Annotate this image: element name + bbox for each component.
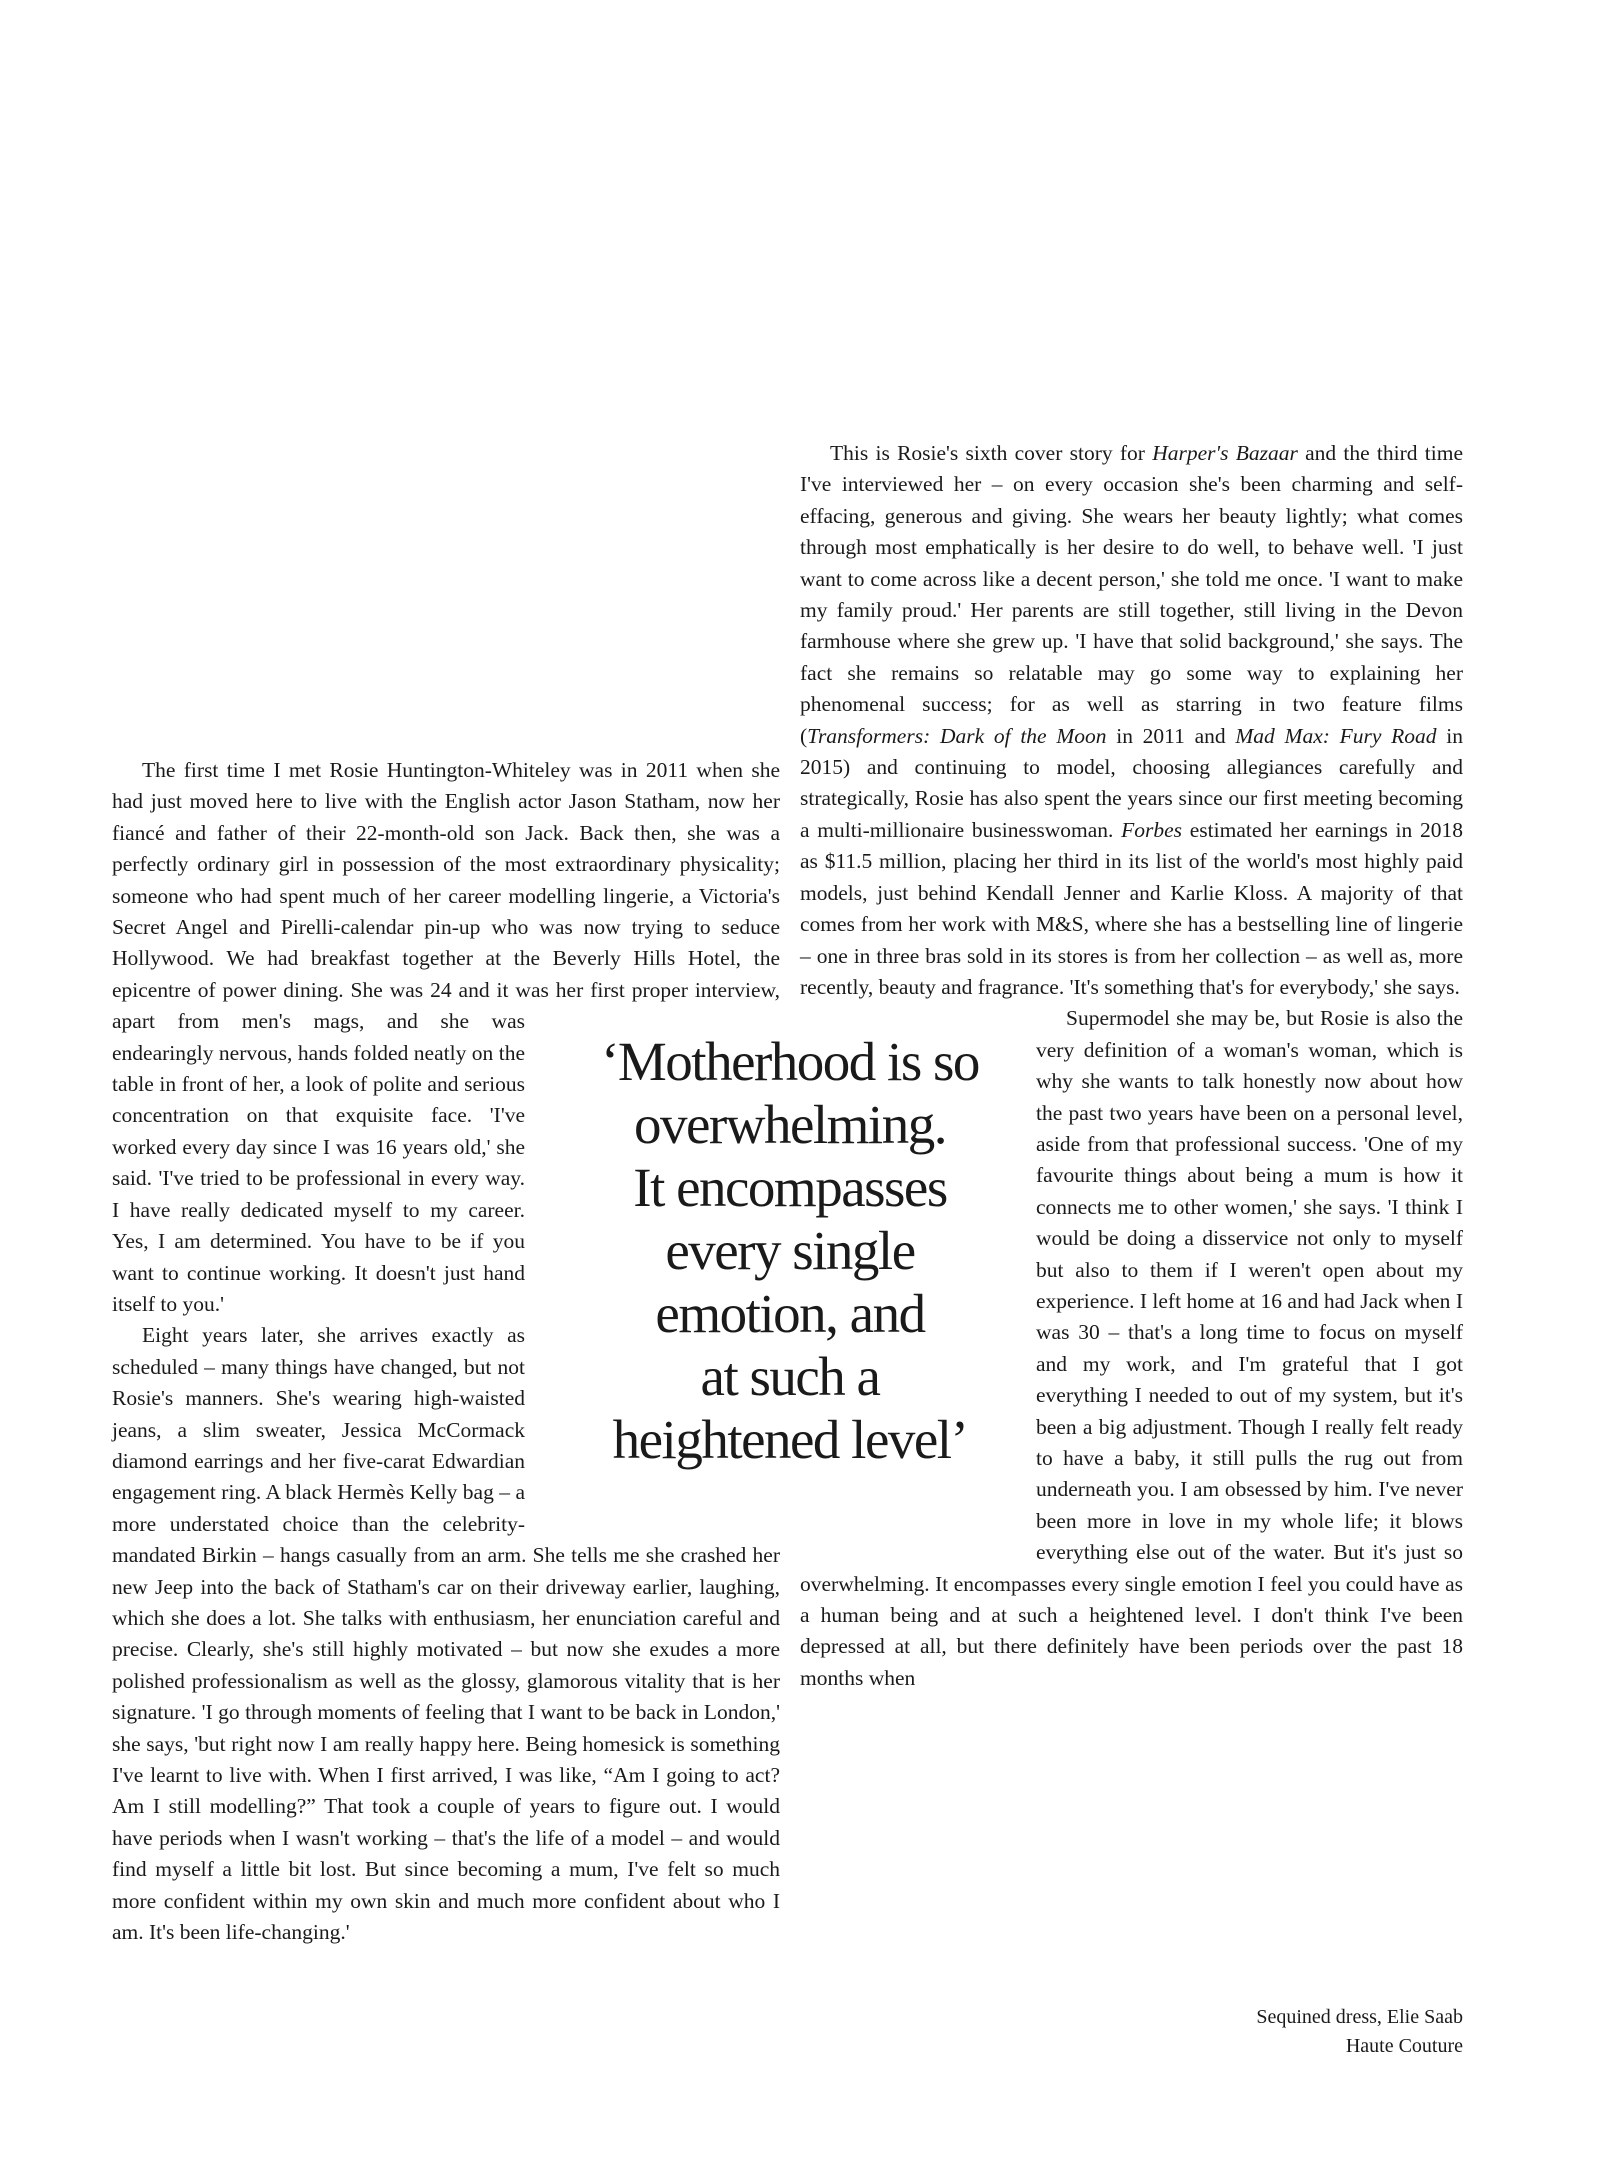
pull-quote-line: at such a <box>700 1346 880 1407</box>
paragraph: This is Rosie's sixth cover story for Harper's Bazaar and the third time I've interviewed her – on every occasion she's been charming and self-effacing, generous and giving. She wears her beauty lightly; what comes through most emphatically is her desire to do well, to behave well. 'I just want to come across like a decent person,' she told me once. 'I want to make my family proud.' Her parents are still together, still living in the Devon farmhouse where she grew up. 'I have that solid background,' she says. The fact she remains so relatable may go some way to explaining her phenomenal success; for as well as starring in two feature films (Transformers: Dark of the Moon in 2011 and Mad Max: Fury Road in 2015) and continuing to model, choosing allegiances carefully and strategically, Rosie has also spent the years since our first meeting becoming a multi-millionaire businesswoman. Forbes estimated her earnings in 2018 as $11.5 million, placing her third in its list of the world's most highly paid models, just behind Kendall Jenner and Karlie Kloss. A majority of that comes from her work with M&S, where she has a bestselling line of lingerie – one in three bras sold in its stores is from her collection – as well as, more recently, beauty and fragrance. 'It's something that's for everybody,' she says. <box>800 441 1463 999</box>
pull-quote-line: heightened level’ <box>612 1409 968 1470</box>
pull-quote <box>580 1030 1000 1471</box>
pull-quote-line: overwhelming. <box>634 1094 946 1155</box>
pull-quote-line: ‘Motherhood is so <box>601 1031 979 1092</box>
pull-quote-line: It encompasses <box>633 1157 947 1218</box>
paragraph: Eight years later, she arrives exactly as scheduled – many things have changed, but not Rosie's manners. She's wearing high-waisted jeans, a slim sweater, Jessica McCormack diamond earrings and her five-carat Edwardian engagement ring. A black Hermès Kelly bag – a more understated choice than the celebrity-mandated Birkin – hangs casually from an arm. She tells me she crashed her new Jeep into the back of Statham's car on their driveway earlier, laughing, which she does a lot. She talks with enthusiasm, her enunciation careful and precise. Clearly, she's still highly motivated – but now she exudes a more polished professionalism as well as the glossy, glamorous vitality that is her signature. 'I go through moments of feeling that I want to be back in London,' she says, 'but right now I am really happy here. Being homesick is something I've learnt to live with. When I first arrived, I was like, “Am I going to act? Am I still modelling?” That took a couple of years to figure out. I would have periods when I wasn't working – that's the life of a model – and would find myself a little bit lost. But since becoming a mum, I've felt so much more confident within my own skin and much more confident about who I am. It's been life-changing.' <box>112 1323 780 1945</box>
caption-line: Sequined dress, Elie Saab <box>1256 2006 1463 2028</box>
pull-quote-line: emotion, and <box>655 1283 925 1344</box>
paragraph: Supermodel she may be, but Rosie is also the very definition of a woman's woman, which is why she wants to talk honestly now about how the past two years have been on a personal level, aside from that professional success. 'One of my favourite things about being a mum is how it connects me to other women,' she says. 'I think I would be doing a disservice not only to myself but also to them if I weren't open about my experience. I left home at 16 and had Jack when I was 30 – that's a long time to focus on myself and my work, and I'm grateful that I got everything I needed to out of my system, but it's been a big adjustment. Though I really felt ready to have a baby, it still pulls the rug out from underneath you. I am obsessed by him. I've never been more in love in my whole life; it blows everything else out of the water. But it's just so overwhelming. It encompasses every single emotion I feel you could have as a human being and at such a heightened level. I don't think I've been depressed at all, but there definitely have been periods over the past 18 months when <box>800 1006 1463 1690</box>
paragraph: The first time I met Rosie Huntington-Whiteley was in 2011 when she had just moved here to live with the English actor Jason Statham, now her fiancé and father of their 22-month-old son Jack. Back then, she was a perfectly ordinary girl in possession of the most extraordinary physicality; someone who had spent much of her career modelling lingerie, a Victoria's Secret Angel and Pirelli-calendar pin-up who was now trying to seduce Hollywood. We had breakfast together at the Beverly Hills Hotel, the epicentre of power dining. She was 24 and it was her first proper interview, apart from men's mags, and she was endearingly nervous, hands folded neatly on the table in front of her, a look of polite and serious concentration on that exquisite face. 'I've worked every day since I was 16 years old,' she said. 'I've tried to be professional in every way. I have really dedicated myself to my career. Yes, I am determined. You have to be if you want to continue working. It doesn't just hand itself to you.' <box>112 758 780 1316</box>
caption-line: Haute Couture <box>1345 2035 1463 2057</box>
photo-caption <box>1256 2003 1463 2061</box>
pull-quote-line: every single <box>665 1220 915 1281</box>
